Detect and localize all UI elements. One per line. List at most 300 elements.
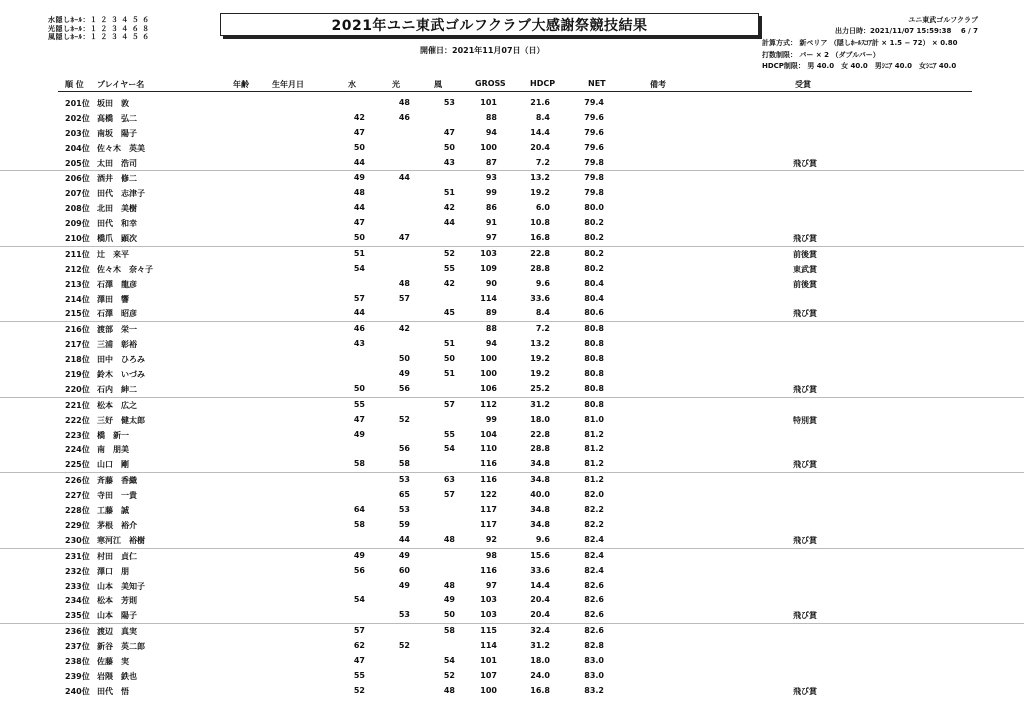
wind-score-cell: 45 [443, 308, 455, 318]
player-name-cell: 山口 剛 [97, 460, 129, 470]
player-name-cell: 高橋 弘二 [97, 113, 137, 123]
hdcp-cell: 40.0 [530, 490, 550, 500]
gross-cell: 94 [485, 339, 497, 349]
rank-cell: 213位 [65, 279, 90, 289]
table-row [0, 156, 1024, 171]
net-cell: 82.2 [584, 519, 604, 529]
gross-cell: 100 [480, 354, 497, 364]
rank-cell: 203位 [65, 128, 90, 138]
table-row [0, 292, 1024, 307]
wind-score-cell: 48 [443, 685, 455, 695]
rank-cell: 236位 [65, 627, 90, 637]
net-cell: 82.4 [584, 565, 604, 575]
award-cell: 飛び賞 [793, 686, 817, 696]
wind-score-cell: 47 [443, 127, 455, 137]
rank-cell: 234位 [65, 596, 90, 606]
hdcp-cell: 14.4 [530, 580, 550, 590]
water-score-cell: 48 [353, 188, 365, 198]
wind-score-cell: 55 [443, 263, 455, 273]
player-name-cell: 橋 新一 [97, 430, 129, 440]
hdcp-cell: 20.4 [530, 610, 550, 620]
net-cell: 82.6 [584, 610, 604, 620]
table-row [0, 321, 1024, 337]
net-cell: 80.6 [584, 308, 604, 318]
hdcp-cell: 34.8 [530, 475, 550, 485]
hdcp-cell: 18.0 [530, 414, 550, 424]
wind-score-cell: 52 [443, 248, 455, 258]
gross-cell: 116 [480, 459, 497, 469]
gross-cell: 87 [485, 157, 497, 167]
gross-cell: 100 [480, 369, 497, 379]
wind-score-cell: 44 [443, 218, 455, 228]
gross-cell: 116 [480, 565, 497, 575]
player-name-cell: 三好 健太郎 [97, 415, 145, 425]
net-cell: 83.0 [584, 655, 604, 665]
water-score-cell: 55 [353, 399, 365, 409]
player-name-cell: 寺田 一貴 [97, 491, 137, 501]
player-name-cell: 石澤 昭彦 [97, 309, 137, 319]
player-name-cell: 渡辺 真実 [97, 627, 137, 637]
page-title-text: 2021年ユニ東武ゴルフクラブ大感謝祭競技結果 [331, 17, 648, 34]
table-row [0, 639, 1024, 654]
water-score-cell: 51 [353, 248, 365, 258]
rank-cell: 216位 [65, 325, 90, 335]
wind-score-cell: 51 [443, 339, 455, 349]
net-cell: 80.8 [584, 354, 604, 364]
header-rank: 順 位 [65, 80, 84, 89]
rank-cell: 225位 [65, 460, 90, 470]
net-cell: 79.4 [584, 98, 604, 107]
water-score-cell: 57 [353, 293, 365, 303]
wind-score-cell: 51 [443, 369, 455, 379]
hdcp-cell: 22.8 [530, 248, 550, 258]
header-hdcp: HDCP [530, 79, 556, 88]
net-cell: 82.6 [584, 626, 604, 636]
award-cell: 飛び賞 [793, 158, 817, 168]
rank-cell: 233位 [65, 581, 90, 591]
light-score-cell: 58 [398, 459, 410, 469]
water-score-cell: 44 [353, 157, 365, 167]
hdcp-cell: 14.4 [530, 127, 550, 137]
rank-cell: 202位 [65, 113, 90, 123]
gross-cell: 97 [485, 580, 497, 590]
hdcp-cell: 6.0 [535, 203, 550, 213]
water-score-cell: 47 [353, 218, 365, 228]
wind-score-cell: 42 [443, 203, 455, 213]
water-score-cell: 42 [353, 112, 365, 122]
net-cell: 80.0 [584, 203, 604, 213]
net-cell: 82.6 [584, 595, 604, 605]
table-row [0, 472, 1024, 488]
wind-score-cell: 52 [443, 670, 455, 680]
player-name-cell: 鈴木 いづみ [97, 370, 145, 380]
player-name-cell: 酒井 修二 [97, 174, 137, 184]
header-age: 年齢 [233, 80, 249, 89]
header-wind: 風 [434, 80, 442, 89]
net-cell: 80.2 [584, 233, 604, 243]
hdcp-cell: 21.6 [530, 98, 550, 107]
water-score-cell: 56 [353, 565, 365, 575]
player-name-cell: 山本 美知子 [97, 581, 145, 591]
gross-cell: 100 [480, 142, 497, 152]
light-score-cell: 42 [398, 324, 410, 334]
light-score-cell: 49 [398, 550, 410, 560]
water-score-cell: 49 [353, 550, 365, 560]
gross-cell: 103 [480, 595, 497, 605]
player-name-cell: 南坂 陽子 [97, 128, 137, 138]
table-row [0, 186, 1024, 201]
net-cell: 82.2 [584, 505, 604, 515]
table-row [0, 126, 1024, 141]
wind-score-cell: 53 [443, 98, 455, 107]
rank-cell: 235位 [65, 611, 90, 621]
hdcp-cell: 7.2 [535, 157, 550, 167]
player-name-cell: 石澤 龍彦 [97, 279, 137, 289]
light-score-cell: 48 [398, 98, 410, 107]
table-row [0, 246, 1024, 262]
player-name-cell: 茅根 裕介 [97, 520, 137, 530]
table-row [0, 277, 1024, 292]
net-cell: 80.8 [584, 399, 604, 409]
net-cell: 82.4 [584, 550, 604, 560]
gross-cell: 109 [480, 263, 497, 273]
rank-cell: 220位 [65, 384, 90, 394]
hdcp-cell: 31.2 [530, 399, 550, 409]
net-cell: 80.2 [584, 263, 604, 273]
award-cell: 飛び賞 [793, 384, 817, 394]
hdcp-cell: 33.6 [530, 565, 550, 575]
light-score-cell: 52 [398, 414, 410, 424]
rank-cell: 229位 [65, 520, 90, 530]
net-cell: 80.2 [584, 218, 604, 228]
gross-cell: 101 [480, 98, 497, 107]
player-name-cell: 工藤 誠 [97, 506, 129, 516]
award-cell: 前後賞 [793, 249, 817, 259]
table-row [0, 669, 1024, 684]
rank-cell: 208位 [65, 204, 90, 214]
water-score-cell: 54 [353, 595, 365, 605]
rank-cell: 224位 [65, 445, 90, 455]
rank-cell: 232位 [65, 566, 90, 576]
player-name-cell: 佐々木 奈々子 [97, 264, 153, 274]
light-score-cell: 53 [398, 610, 410, 620]
light-score-cell: 49 [398, 369, 410, 379]
hdcp-cell: 8.4 [535, 308, 550, 318]
wind-score-cell: 43 [443, 157, 455, 167]
gross-cell: 117 [480, 519, 497, 529]
rank-cell: 231位 [65, 551, 90, 561]
table-row [0, 201, 1024, 216]
hdcp-cell: 28.8 [530, 263, 550, 273]
gross-cell: 91 [485, 218, 497, 228]
rank-cell: 237位 [65, 642, 90, 652]
table-row [0, 231, 1024, 246]
player-name-cell: 佐藤 実 [97, 656, 129, 666]
rank-cell: 201位 [65, 99, 90, 108]
player-name-cell: 橋爪 顕次 [97, 234, 137, 244]
light-score-cell: 53 [398, 475, 410, 485]
wind-score-cell: 50 [443, 142, 455, 152]
gross-cell: 99 [485, 188, 497, 198]
water-score-cell: 50 [353, 233, 365, 243]
rule-calc-method: 計算方式： 新ペリア （隠しﾎｰﾙｽｺｱ計 × 1.5 − 72） × 0.80 [762, 39, 958, 47]
light-score-cell: 53 [398, 505, 410, 515]
table-row [0, 654, 1024, 669]
gross-cell: 110 [480, 444, 497, 454]
table-row [0, 608, 1024, 623]
table-row [0, 457, 1024, 472]
water-score-cell: 47 [353, 414, 365, 424]
wind-score-cell: 55 [443, 429, 455, 439]
header-remarks: 備考 [650, 80, 666, 89]
player-name-cell: 山本 陽子 [97, 611, 137, 621]
page-title [220, 13, 759, 36]
table-row [0, 428, 1024, 443]
hdcp-cell: 19.2 [530, 188, 550, 198]
water-score-cell: 50 [353, 383, 365, 393]
light-score-cell: 44 [398, 173, 410, 183]
gross-cell: 90 [485, 278, 497, 288]
wind-score-cell: 42 [443, 278, 455, 288]
water-score-cell: 54 [353, 263, 365, 273]
table-row [0, 518, 1024, 533]
light-score-cell: 59 [398, 519, 410, 529]
water-score-cell: 58 [353, 459, 365, 469]
hdcp-cell: 28.8 [530, 444, 550, 454]
net-cell: 79.6 [584, 127, 604, 137]
net-cell: 82.8 [584, 641, 604, 651]
hdcp-cell: 31.2 [530, 641, 550, 651]
player-name-cell: 佐々木 英美 [97, 143, 145, 153]
table-row [0, 413, 1024, 428]
table-row [0, 684, 1024, 699]
gross-cell: 122 [480, 490, 497, 500]
table-row [0, 533, 1024, 548]
gross-cell: 94 [485, 127, 497, 137]
net-cell: 80.8 [584, 339, 604, 349]
hdcp-cell: 19.2 [530, 354, 550, 364]
light-score-cell: 46 [398, 112, 410, 122]
net-cell: 80.4 [584, 293, 604, 303]
header-divider [58, 91, 972, 92]
net-cell: 80.8 [584, 383, 604, 393]
player-name-cell: 田代 志津子 [97, 189, 145, 199]
table-row [0, 306, 1024, 321]
rank-cell: 239位 [65, 671, 90, 681]
header-light: 光 [392, 80, 400, 89]
water-score-cell: 46 [353, 324, 365, 334]
rank-cell: 204位 [65, 143, 90, 153]
gross-cell: 99 [485, 414, 497, 424]
net-cell: 81.2 [584, 429, 604, 439]
hdcp-cell: 15.6 [530, 550, 550, 560]
gross-cell: 93 [485, 173, 497, 183]
gross-cell: 116 [480, 475, 497, 485]
player-name-cell: 松本 芳則 [97, 596, 137, 606]
hidden-holes-light: 光隠しﾎｰﾙ：１ ２ ３ ４ ６ ８ [48, 24, 150, 33]
water-score-cell: 47 [353, 127, 365, 137]
hdcp-cell: 24.0 [530, 670, 550, 680]
net-cell: 79.6 [584, 112, 604, 122]
hdcp-cell: 9.6 [535, 278, 550, 288]
rank-cell: 205位 [65, 158, 90, 168]
rank-cell: 215位 [65, 309, 90, 319]
player-name-cell: 辻 来平 [97, 249, 129, 259]
water-score-cell: 55 [353, 670, 365, 680]
net-cell: 80.2 [584, 248, 604, 258]
water-score-cell: 44 [353, 308, 365, 318]
water-score-cell: 44 [353, 203, 365, 213]
award-cell: 特別賞 [793, 415, 817, 425]
table-row [0, 564, 1024, 579]
light-score-cell: 56 [398, 444, 410, 454]
net-cell: 83.2 [584, 685, 604, 695]
wind-score-cell: 57 [443, 490, 455, 500]
net-cell: 83.0 [584, 670, 604, 680]
player-name-cell: 南 朋美 [97, 445, 129, 455]
player-name-cell: 三浦 彰裕 [97, 340, 137, 350]
table-row [0, 397, 1024, 413]
table-row [0, 216, 1024, 231]
net-cell: 80.8 [584, 369, 604, 379]
light-score-cell: 44 [398, 534, 410, 544]
hdcp-cell: 19.2 [530, 369, 550, 379]
hidden-holes-wind: 風隠しﾎｰﾙ：１ ２ ３ ４ ５ ６ [48, 33, 150, 41]
table-row [0, 382, 1024, 397]
gross-cell: 106 [480, 383, 497, 393]
award-cell: 飛び賞 [793, 309, 817, 319]
hdcp-cell: 34.8 [530, 459, 550, 469]
wind-score-cell: 50 [443, 354, 455, 364]
hdcp-cell: 25.2 [530, 383, 550, 393]
player-name-cell: 村田 貞仁 [97, 551, 137, 561]
rank-cell: 214位 [65, 294, 90, 304]
wind-score-cell: 48 [443, 580, 455, 590]
player-name-cell: 松本 広之 [97, 400, 137, 410]
water-score-cell: 43 [353, 339, 365, 349]
gross-cell: 88 [485, 324, 497, 334]
player-name-cell: 澤口 朋 [97, 566, 129, 576]
net-cell: 79.8 [584, 157, 604, 167]
rank-cell: 218位 [65, 355, 90, 365]
player-name-cell: 渡部 栄一 [97, 325, 137, 335]
gross-cell: 92 [485, 534, 497, 544]
wind-score-cell: 58 [443, 626, 455, 636]
light-score-cell: 60 [398, 565, 410, 575]
hdcp-cell: 18.0 [530, 655, 550, 665]
light-score-cell: 65 [398, 490, 410, 500]
net-cell: 80.8 [584, 324, 604, 334]
rank-cell: 240位 [65, 686, 90, 696]
net-cell: 82.0 [584, 490, 604, 500]
hdcp-cell: 34.8 [530, 505, 550, 515]
player-name-cell: 澤田 響 [97, 294, 129, 304]
gross-cell: 114 [480, 293, 497, 303]
net-cell: 81.0 [584, 414, 604, 424]
gross-cell: 97 [485, 233, 497, 243]
hdcp-cell: 20.4 [530, 595, 550, 605]
award-cell: 前後賞 [793, 279, 817, 289]
rank-cell: 210位 [65, 234, 90, 244]
gross-cell: 117 [480, 505, 497, 515]
wind-score-cell: 63 [443, 475, 455, 485]
hdcp-cell: 33.6 [530, 293, 550, 303]
rank-cell: 221位 [65, 400, 90, 410]
rules-block [762, 38, 958, 73]
gross-cell: 88 [485, 112, 497, 122]
water-score-cell: 64 [353, 505, 365, 515]
player-name-cell: 太田 浩司 [97, 158, 137, 168]
table-row [0, 352, 1024, 367]
hdcp-cell: 9.6 [535, 534, 550, 544]
water-score-cell: 57 [353, 626, 365, 636]
hdcp-cell: 8.4 [535, 112, 550, 122]
rule-hdcp-limit: HDCP制限： 男 40.0 女 40.0 男ｼﾆｱ 40.0 女ｼﾆｱ 40.0 [762, 62, 957, 70]
gross-cell: 89 [485, 308, 497, 318]
table-row [0, 170, 1024, 186]
net-cell: 79.6 [584, 142, 604, 152]
held-date: 開催日：2021年11月07日（日） [420, 46, 545, 55]
header-water: 水 [348, 80, 356, 89]
header-player: プレイヤー名 [97, 80, 145, 89]
hdcp-cell: 20.4 [530, 142, 550, 152]
award-cell: 飛び賞 [793, 535, 817, 545]
gross-cell: 104 [480, 429, 497, 439]
table-row [0, 579, 1024, 594]
club-name: ユニ東武ゴルフクラブ [908, 16, 978, 24]
rank-cell: 207位 [65, 189, 90, 199]
hdcp-cell: 34.8 [530, 519, 550, 529]
rank-cell: 211位 [65, 249, 90, 259]
header-birth: 生年月日 [272, 80, 304, 89]
net-cell: 79.8 [584, 188, 604, 198]
rule-stroke-limit: 打数制限： パー × 2 （ダブルパー） [762, 50, 880, 59]
table-row [0, 488, 1024, 503]
gross-cell: 103 [480, 248, 497, 258]
gross-cell: 112 [480, 399, 497, 409]
header-net: NET [588, 79, 606, 88]
hdcp-cell: 13.2 [530, 173, 550, 183]
player-name-cell: 岩隈 鉄也 [97, 671, 137, 681]
gross-cell: 98 [485, 550, 497, 560]
rank-cell: 209位 [65, 219, 90, 229]
net-cell: 82.4 [584, 534, 604, 544]
hidden-holes-water: 水隠しﾎｰﾙ：１ ２ ３ ４ ５ ６ [48, 16, 150, 24]
table-row [0, 593, 1024, 608]
rank-cell: 223位 [65, 430, 90, 440]
light-score-cell: 56 [398, 383, 410, 393]
player-name-cell: 坂田 敦 [97, 99, 129, 108]
hdcp-cell: 16.8 [530, 685, 550, 695]
wind-score-cell: 54 [443, 444, 455, 454]
player-name-cell: 北田 美樹 [97, 204, 137, 214]
table-row [0, 442, 1024, 457]
light-score-cell: 52 [398, 641, 410, 651]
water-score-cell: 49 [353, 173, 365, 183]
net-cell: 81.2 [584, 459, 604, 469]
header-gross: GROSS [475, 79, 506, 88]
table-row [0, 623, 1024, 639]
gross-cell: 115 [480, 626, 497, 636]
water-score-cell: 47 [353, 655, 365, 665]
hdcp-cell: 22.8 [530, 429, 550, 439]
net-cell: 79.8 [584, 173, 604, 183]
water-score-cell: 52 [353, 685, 365, 695]
table-row [0, 337, 1024, 352]
table-row [0, 141, 1024, 156]
gross-cell: 114 [480, 641, 497, 651]
hidden-holes-list [48, 16, 150, 42]
